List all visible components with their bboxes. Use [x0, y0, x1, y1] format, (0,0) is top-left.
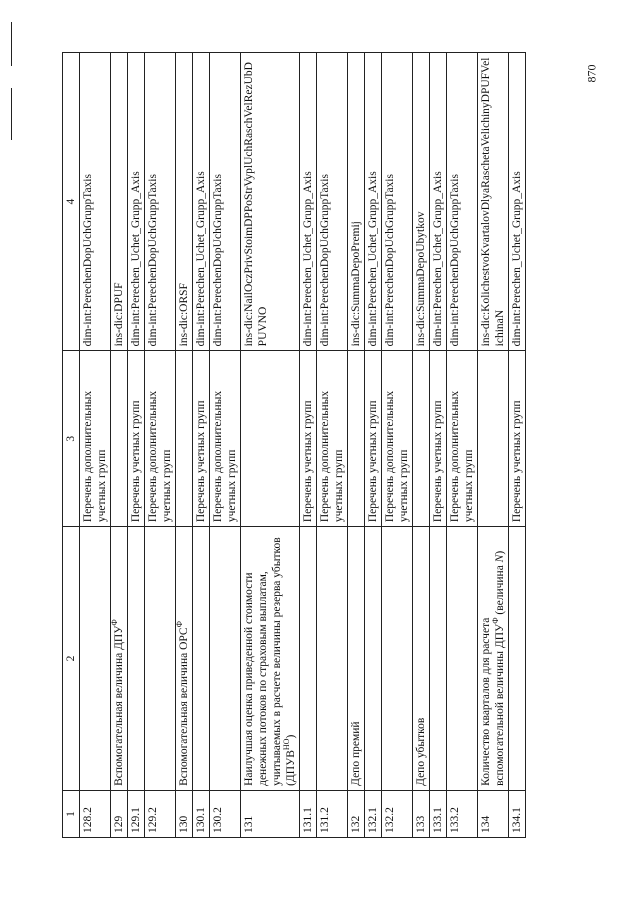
- row-number: 130: [176, 790, 193, 837]
- table-row: [348, 53, 365, 838]
- margin-rule-top: [11, 22, 12, 66]
- row-dimension: Перечень дополнительных учетных групп: [210, 351, 241, 527]
- row-dimension: [241, 351, 300, 527]
- row-dimension: Перечень учетных групп: [430, 351, 447, 527]
- row-number: 129: [111, 790, 128, 837]
- row-dimension: [111, 351, 128, 527]
- row-name: [193, 527, 210, 791]
- row-name: [447, 527, 478, 791]
- row-code: dim-int:Perechen_Uchet_Grupp_Axis: [193, 53, 210, 351]
- row-code: dim-int:PerechenDopUchGruppTaxis: [447, 53, 478, 351]
- row-dimension: Перечень дополнительных учетных групп: [447, 351, 478, 527]
- row-code: dim-int:PerechenDopUchGruppTaxis: [80, 53, 111, 351]
- row-number: 133.1: [430, 790, 447, 837]
- row-code: dim-int:PerechenDopUchGruppTaxis: [382, 53, 413, 351]
- row-dimension: Перечень учетных групп: [193, 351, 210, 527]
- table-row: [193, 53, 210, 838]
- row-dimension: Перечень учетных групп: [128, 351, 145, 527]
- row-dimension: Перечень дополнительных учетных групп: [382, 351, 413, 527]
- column-header-1: 1: [63, 790, 80, 837]
- table-header-row: [63, 53, 80, 838]
- table-row: [111, 53, 128, 838]
- data-table: [62, 52, 526, 838]
- row-name: Количество кварталов для расчета вспомогательной величины $ДПУ^Ф$ (величина N): [478, 527, 509, 791]
- row-code: dim-int:Perechen_Uchet_Grupp_Axis: [509, 53, 526, 351]
- row-name: [80, 527, 111, 791]
- row-dimension: Перечень дополнительных учетных групп: [80, 351, 111, 527]
- row-dimension: Перечень учетных групп: [509, 351, 526, 527]
- column-header-2: 2: [63, 527, 80, 791]
- row-name: [365, 527, 382, 791]
- row-number: 133.2: [447, 790, 478, 837]
- row-name: [300, 527, 317, 791]
- row-code: ins-dic:ORSF: [176, 53, 193, 351]
- row-code: dim-int:PerechenDopUchGruppTaxis: [210, 53, 241, 351]
- row-code: ins-dic:SummaDepoUbytkov: [413, 53, 430, 351]
- row-number: 131.2: [317, 790, 348, 837]
- rotated-page-content: [62, 52, 586, 838]
- row-name: [382, 527, 413, 791]
- row-number: 133: [413, 790, 430, 837]
- row-code: dim-int:Perechen_Uchet_Grupp_Axis: [300, 53, 317, 351]
- row-dimension: [176, 351, 193, 527]
- row-name: Депо премий: [348, 527, 365, 791]
- row-code: dim-int:Perechen_Uchet_Grupp_Axis: [365, 53, 382, 351]
- row-dimension: Перечень учетных групп: [300, 351, 317, 527]
- table-row: [300, 53, 317, 838]
- row-number: 129.2: [145, 790, 176, 837]
- table-row: [447, 53, 478, 838]
- row-name: [430, 527, 447, 791]
- row-number: 132.2: [382, 790, 413, 837]
- table-row: [145, 53, 176, 838]
- row-number: 134.1: [509, 790, 526, 837]
- row-code: ins-dic:SummaDepoPremij: [348, 53, 365, 351]
- table-row: [382, 53, 413, 838]
- row-code: dim-int:Perechen_Uchet_Grupp_Axis: [430, 53, 447, 351]
- row-number: 132: [348, 790, 365, 837]
- row-number: 131: [241, 790, 300, 837]
- row-dimension: [348, 351, 365, 527]
- row-dimension: Перечень дополнительных учетных групп: [317, 351, 348, 527]
- row-number: 131.1: [300, 790, 317, 837]
- row-name: Депо убытков: [413, 527, 430, 791]
- table-row: [478, 53, 509, 838]
- table-row: [80, 53, 111, 838]
- row-code: dim-int:Perechen_Uchet_Grupp_Axis: [128, 53, 145, 351]
- row-number: 129.1: [128, 790, 145, 837]
- row-number: 132.1: [365, 790, 382, 837]
- row-name: [317, 527, 348, 791]
- row-name: [128, 527, 145, 791]
- row-name: [509, 527, 526, 791]
- column-header-4: 4: [63, 53, 80, 351]
- row-code: ins-dic:NailOczPrivStoimDPPoStrVyplUchRaschVelRezUbDPUVNO: [241, 53, 300, 351]
- row-dimension: [413, 351, 430, 527]
- row-name: [210, 527, 241, 791]
- table-row: [430, 53, 447, 838]
- row-code: ins-dic:DPUF: [111, 53, 128, 351]
- table-row: [317, 53, 348, 838]
- row-code: ins-dic:KolichestvoKvartalovDlyaRaschetaVelichinyDPUFVelichinaN: [478, 53, 509, 351]
- row-name: Вспомогательная величина $ОРС^Ф$: [176, 527, 193, 791]
- table-row: [210, 53, 241, 838]
- table-row: [128, 53, 145, 838]
- row-code: dim-int:PerechenDopUchGruppTaxis: [145, 53, 176, 351]
- table-row: [241, 53, 300, 838]
- margin-rule-bottom: [11, 88, 12, 140]
- table-row: [365, 53, 382, 838]
- row-name: Наилучшая оценка приведенной стоимости денежных потоков по страховым выплатам, учитываемых в расчете величины резерва убытков $(ДПУВ^{НО})$: [241, 527, 300, 791]
- row-name: Вспомогательная величина $ДПУ^Ф$: [111, 527, 128, 791]
- row-number: 128.2: [80, 790, 111, 837]
- row-dimension: Перечень дополнительных учетных групп: [145, 351, 176, 527]
- page-number: 870: [584, 64, 599, 82]
- row-number: 130.1: [193, 790, 210, 837]
- row-code: dim-int:PerechenDopUchGruppTaxis: [317, 53, 348, 351]
- row-dimension: [478, 351, 509, 527]
- table-row: [509, 53, 526, 838]
- row-dimension: Перечень учетных групп: [365, 351, 382, 527]
- column-header-3: 3: [63, 351, 80, 527]
- table-row: [413, 53, 430, 838]
- row-number: 130.2: [210, 790, 241, 837]
- table-row: [176, 53, 193, 838]
- row-name: [145, 527, 176, 791]
- row-number: 134: [478, 790, 509, 837]
